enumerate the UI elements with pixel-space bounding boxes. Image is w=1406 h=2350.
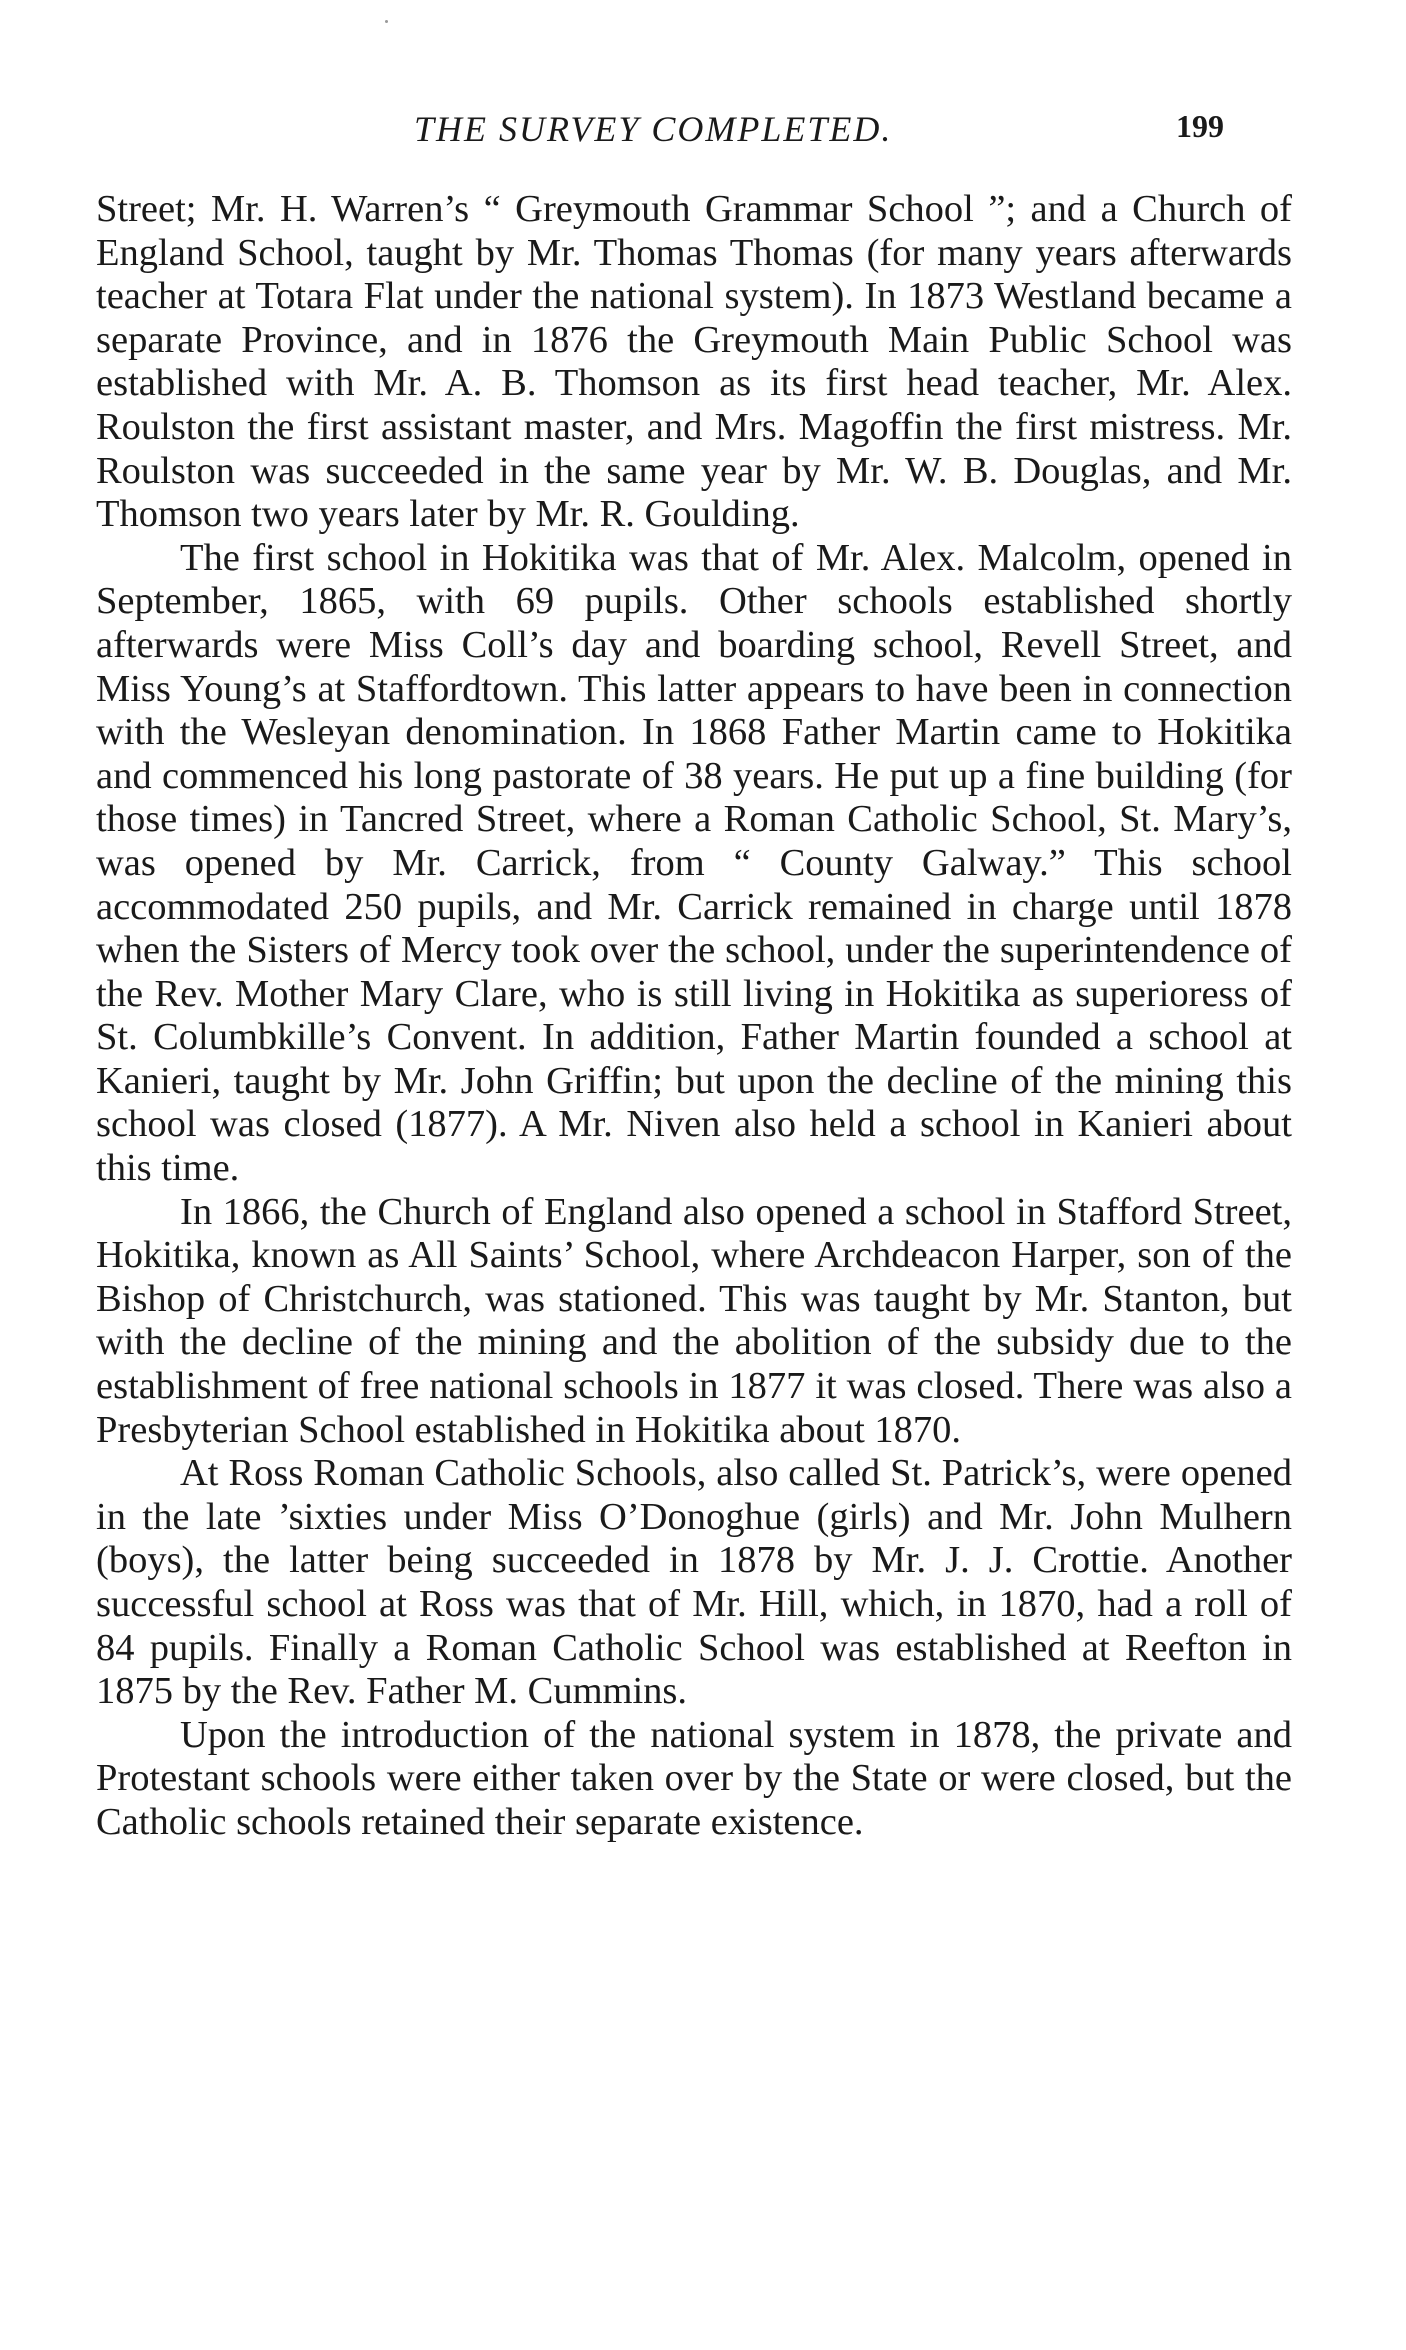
paragraph-church-of-england: In 1866, the Church of England also opened a school in Stafford Street, Hokitika, known as All Saints’ School, where Archdeacon Harper, son of the Bishop of Christchurch, was stationed. This was taught by Mr. Stanton, but with the decline of the mining and the abolition of the subsidy due to the establishment of free national schools in 1877 it was closed. There was also a Presbyterian School established in Hokitika about 1870. [96,1190,1292,1451]
print-speck [385,20,388,23]
paragraph-national-system: Upon the introduction of the national system in 1878, the private and Protestant schools were either taken over by the State or were closed, but the Catholic schools retained their separate existence. [96,1713,1292,1843]
paragraph-hokitika-schools: The first school in Hokitika was that of Mr. Alex. Malcolm, opened in September, 1865, with 69 pupils. Other schools established shortly afterwards were Miss Coll’s day and boarding school, Revell Street, and Miss Young’s at Staffordtown. This latter appears to have been in connection with the Wesleyan denomination. In 1868 Father Martin came to Hokitika and commenced his long pastorate of 38 years. He put up a fine building (for those times) in Tancred Street, where a Roman Catholic School, St. Mary’s, was opened by Mr. Carrick, from “ County Galway.” This school accommodated 250 pupils, and Mr. Carrick remained in charge until 1878 when the Sisters of Mercy took over the school, under the superintendence of the Rev. Mother Mary Clare, who is still living in Hokitika as superioress of St. Columbkille’s Convent. In addition, Father Martin founded a school at Kanieri, taught by Mr. John Griffin; but upon the decline of the mining this school was closed (1877). A Mr. Niven also held a school in Kanieri about this time. [96,536,1292,1190]
paragraph-continued: Street; Mr. H. Warren’s “ Greymouth Grammar School ”; and a Church of England School, taught by Mr. Thomas Thomas (for many years afterwards teacher at Totara Flat under the national system). In 1873 Westland became a separate Province, and in 1876 the Greymouth Main Public School was established with Mr. A. B. Thomson as its first head teacher, Mr. Alex. Roulston the first assistant master, and Mrs. Magoffin the first mistress. Mr. Roulston was succeeded in the same year by Mr. W. B. Douglas, and Mr. Thomson two years later by Mr. R. Goulding. [96,188,1292,536]
page-number: 199 [1176,108,1224,144]
body-text [96,188,1292,1845]
running-head [96,108,1276,158]
running-title: THE SURVEY COMPLETED. [414,109,893,149]
paragraph-ross-schools: At Ross Roman Catholic Schools, also called St. Patrick’s, were opened in the late ’sixties under Miss O’Donoghue (girls) and Mr. John Mulhern (boys), the latter being succeeded in 1878 by Mr. J. J. Crottie. Another successful school at Ross was that of Mr. Hill, which, in 1870, had a roll of 84 pupils. Finally a Roman Catholic School was established at Reefton in 1875 by the Rev. Father M. Cummins. [96,1452,1292,1713]
